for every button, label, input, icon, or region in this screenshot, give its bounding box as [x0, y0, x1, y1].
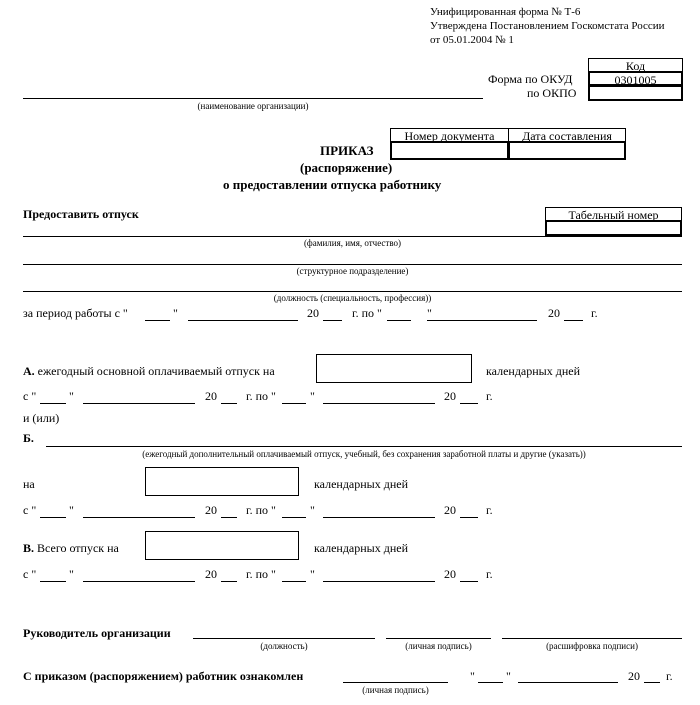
head-position-caption: (должность)	[260, 641, 308, 651]
section-v-year-prefix: 20	[205, 567, 217, 581]
section-a-year-prefix: 20	[205, 389, 217, 403]
dept-caption: (структурное подразделение)	[296, 266, 409, 276]
period-quote-2: "	[427, 306, 432, 320]
ack-quote-open: "	[470, 669, 475, 683]
section-v-start-day[interactable]	[40, 581, 66, 582]
fio-line[interactable]	[23, 236, 682, 237]
section-b-days-box[interactable]	[145, 467, 299, 496]
employee-signature-line[interactable]	[343, 682, 448, 683]
section-a-start-year[interactable]	[221, 403, 237, 404]
period-to-label: г. по "	[352, 306, 382, 320]
head-of-org-label: Руководитель организации	[23, 626, 171, 640]
section-b-end-label: г.	[486, 503, 493, 517]
org-name-caption: (наименование организации)	[197, 101, 309, 111]
period-start-month[interactable]	[188, 320, 298, 321]
okud-value-cell[interactable]: 0301005	[588, 71, 683, 86]
section-v-quote: "	[69, 567, 74, 581]
period-end-label: г.	[591, 306, 598, 320]
period-start-year[interactable]	[323, 320, 342, 321]
section-b-to-label: г. по "	[246, 503, 276, 517]
section-b-quote: "	[69, 503, 74, 517]
ack-quote-close: "	[506, 669, 511, 683]
section-a-start-month[interactable]	[83, 403, 195, 404]
section-b-quote-2: "	[310, 503, 315, 517]
section-v-to-label: г. по "	[246, 567, 276, 581]
section-v-days-box[interactable]	[145, 531, 299, 560]
ack-year-suffix: г.	[666, 669, 673, 683]
head-decode-caption: (расшифровка подписи)	[546, 641, 638, 651]
section-v-end-day[interactable]	[282, 581, 306, 582]
section-v-from-label: с "	[23, 567, 37, 581]
section-a-end-month[interactable]	[323, 403, 435, 404]
section-b-type-line[interactable]	[46, 446, 682, 447]
dept-line[interactable]	[23, 264, 682, 265]
ack-year-line[interactable]	[644, 682, 660, 683]
okpo-value-cell[interactable]	[588, 85, 683, 101]
section-v-start-month[interactable]	[83, 581, 195, 582]
section-a-quote-2: "	[310, 389, 315, 403]
section-v-year-prefix-2: 20	[444, 567, 456, 581]
form-header-line1: Унифицированная форма № Т-6	[430, 6, 581, 18]
section-b-na-label: на	[23, 477, 35, 491]
section-a-days-box[interactable]	[316, 354, 472, 383]
section-a-days-label: календарных дней	[486, 364, 581, 378]
doc-subtitle: (распоряжение)	[300, 160, 393, 175]
period-end-month[interactable]	[427, 320, 537, 321]
doc-number-cell[interactable]	[390, 141, 509, 160]
kod-header-cell: Код	[588, 58, 683, 72]
ack-day-line[interactable]	[478, 682, 503, 683]
employee-ack-label: С приказом (распоряжением) работник ознакомлен	[23, 669, 304, 683]
doc-title: ПРИКАЗ	[320, 143, 374, 158]
employee-signature-caption: (личная подпись)	[362, 685, 429, 695]
section-a-quote: "	[69, 389, 74, 403]
grant-leave-label: Предоставить отпуск	[23, 207, 139, 221]
section-b-from-label: с "	[23, 503, 37, 517]
head-signature-caption: (личная подпись)	[405, 641, 472, 651]
section-b-start-year[interactable]	[221, 517, 237, 518]
okpo-label: по ОКПО	[527, 86, 577, 100]
position-caption: (должность (специальность, профессия))	[273, 293, 432, 303]
head-signature-line[interactable]	[386, 638, 491, 639]
section-v-days-label: календарных дней	[314, 541, 409, 555]
ack-year-prefix: 20	[628, 669, 640, 683]
section-a-label: А. ежегодный основной оплачиваемый отпуск на	[23, 364, 275, 378]
section-a-year-prefix-2: 20	[444, 389, 456, 403]
period-year-prefix: 20	[307, 306, 319, 320]
fio-caption: (фамилия, имя, отчество)	[303, 238, 402, 248]
section-a-to-label: г. по "	[246, 389, 276, 403]
form-header-line3: от 05.01.2004 № 1	[430, 34, 514, 46]
section-v-quote-2: "	[310, 567, 315, 581]
period-end-year[interactable]	[564, 320, 583, 321]
doc-number-header: Номер документа	[390, 128, 509, 142]
section-a-end-day[interactable]	[282, 403, 306, 404]
section-b-days-label: календарных дней	[314, 477, 409, 491]
section-b-end-day[interactable]	[282, 517, 306, 518]
section-b-year-prefix: 20	[205, 503, 217, 517]
okud-label: Форма по ОКУД	[488, 72, 573, 86]
section-b-start-month[interactable]	[83, 517, 195, 518]
period-year-prefix-2: 20	[548, 306, 560, 320]
section-v-start-year[interactable]	[221, 581, 237, 582]
section-b-type-caption: (ежегодный дополнительный оплачиваемый отпуск, учебный, без сохранения заработной платы и другие (указать))	[142, 449, 586, 459]
period-end-day[interactable]	[387, 320, 411, 321]
period-quote: "	[173, 306, 178, 320]
section-v-label: В. Всего отпуск на	[23, 541, 119, 555]
section-b-end-month[interactable]	[323, 517, 435, 518]
position-line[interactable]	[23, 291, 682, 292]
section-b-letter: Б.	[23, 431, 34, 445]
section-b-end-year[interactable]	[460, 517, 478, 518]
section-a-start-day[interactable]	[40, 403, 66, 404]
head-position-line[interactable]	[193, 638, 375, 639]
section-v-end-label: г.	[486, 567, 493, 581]
tab-number-cell[interactable]	[545, 220, 682, 236]
form-header-line2: Утверждена Постановлением Госкомстата России	[430, 20, 665, 32]
doc-date-cell[interactable]	[508, 141, 626, 160]
ack-month-line[interactable]	[518, 682, 618, 683]
and-or-label: и (или)	[23, 411, 60, 425]
head-decode-line[interactable]	[502, 638, 682, 639]
section-a-from-label: с "	[23, 389, 37, 403]
period-start-day[interactable]	[145, 320, 170, 321]
section-v-end-year[interactable]	[460, 581, 478, 582]
org-name-line[interactable]	[23, 98, 483, 99]
tab-number-header: Табельный номер	[545, 207, 682, 221]
period-label: за период работы с "	[23, 306, 128, 320]
doc-title-purpose: о предоставлении отпуска работнику	[223, 177, 442, 192]
section-a-end-year[interactable]	[460, 403, 478, 404]
section-a-end-label: г.	[486, 389, 493, 403]
section-v-end-month[interactable]	[323, 581, 435, 582]
doc-date-header: Дата составления	[508, 128, 626, 142]
section-b-year-prefix-2: 20	[444, 503, 456, 517]
section-b-start-day[interactable]	[40, 517, 66, 518]
